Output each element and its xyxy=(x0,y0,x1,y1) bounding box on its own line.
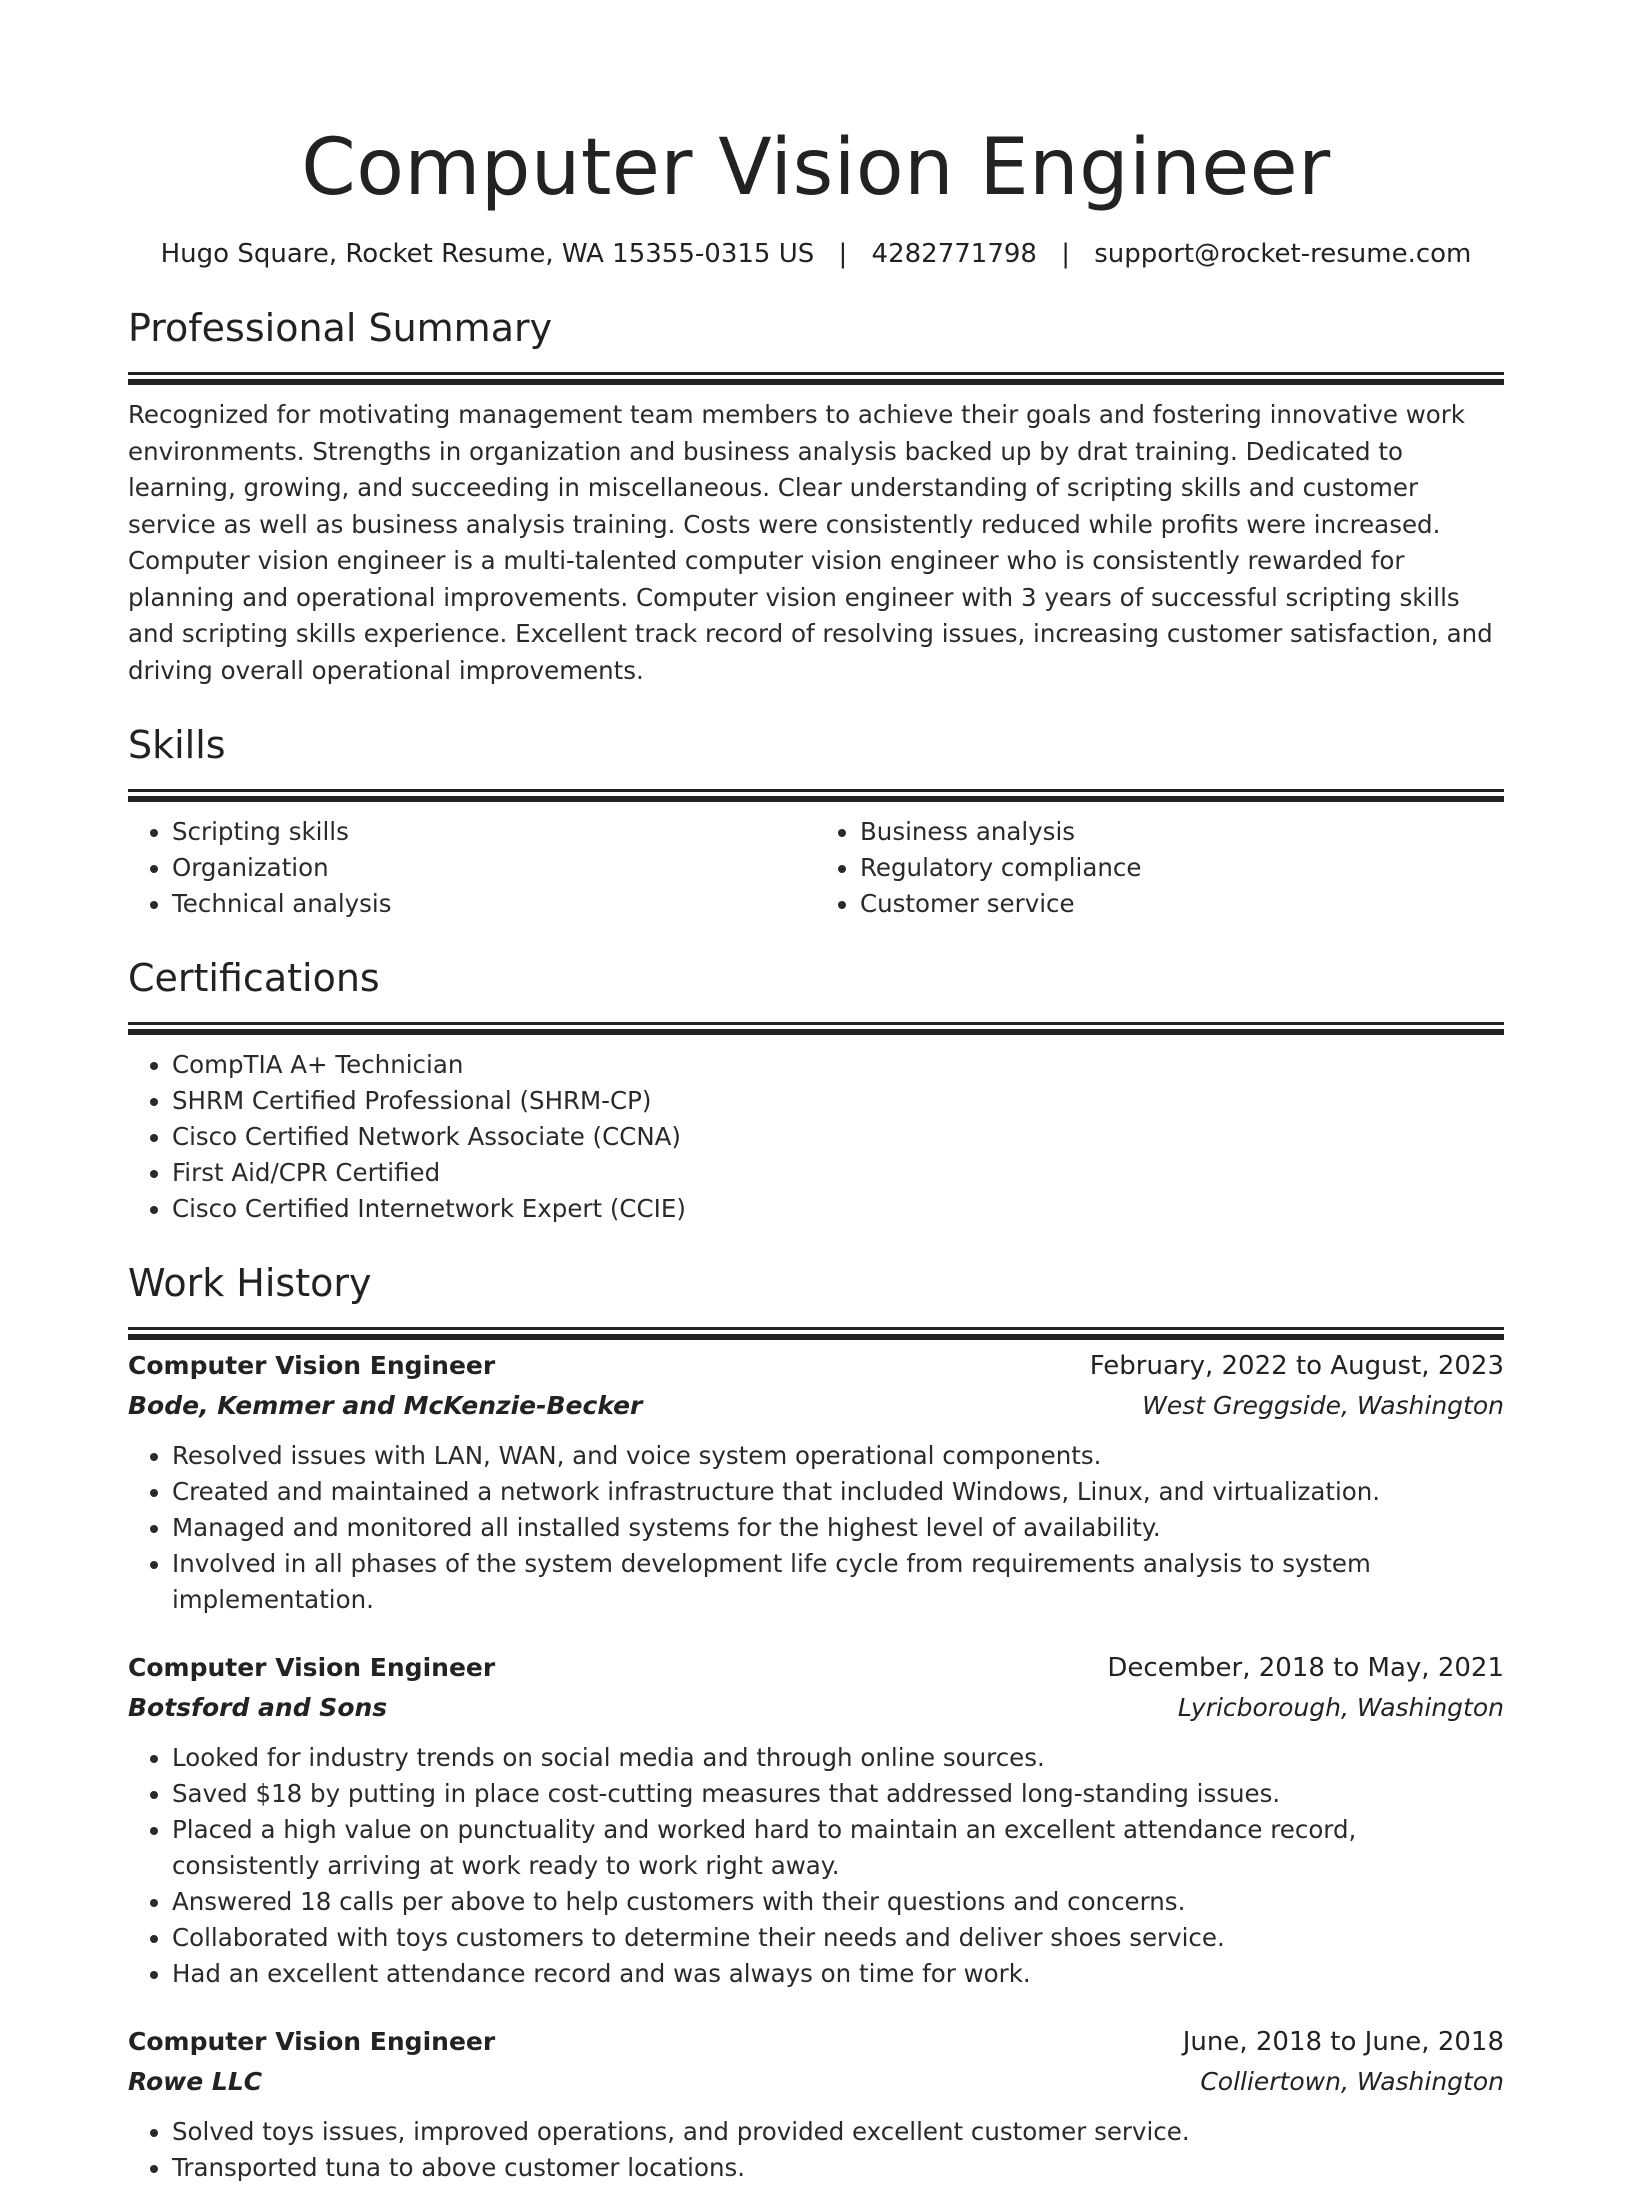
certifications-section xyxy=(128,952,1504,1227)
skill-item: • Scripting skills xyxy=(172,814,816,850)
section-divider xyxy=(128,372,1504,375)
job-title: Computer Vision Engineer xyxy=(128,1653,496,1682)
section-divider xyxy=(128,1327,1504,1330)
job-dates: June, 2018 to June, 2018 xyxy=(1182,2027,1504,2057)
skill-item: • Business analysis xyxy=(860,814,1504,850)
section-title-work-history: Work History xyxy=(128,1261,372,1305)
job-bullet: • Saved $18 by putting in place cost-cutting measures that addressed long-standing issues. xyxy=(172,1776,1504,1812)
job-bullet: • Created and maintained a network infrastructure that included Windows, Linux, and virtualization. xyxy=(172,1474,1504,1510)
contact-phone: 4282771798 xyxy=(871,239,1037,269)
job-dates: December, 2018 to May, 2021 xyxy=(1107,1653,1504,1683)
contact-separator: | xyxy=(838,239,848,269)
contact-line xyxy=(128,236,1504,272)
job-location: West Greggside, Washington xyxy=(1142,1391,1504,1420)
job-company: Rowe LLC xyxy=(128,2067,263,2096)
job-bullet: • Involved in all phases of the system development life cycle from requirements analysis to system implementation. xyxy=(172,1546,1504,1618)
section-title-certifications: Certifications xyxy=(128,956,380,1000)
certification-item: • CompTIA A+ Technician xyxy=(172,1047,1504,1083)
resume-title: Computer Vision Engineer xyxy=(301,123,1331,213)
section-title-summary: Professional Summary xyxy=(128,306,553,350)
job-dates: February, 2022 to August, 2023 xyxy=(1089,1351,1504,1381)
job-bullet: • Resolved issues with LAN, WAN, and voice system operational components. xyxy=(172,1438,1504,1474)
job-bullet: • Looked for industry trends on social media and through online sources. xyxy=(172,1740,1504,1776)
job-entry xyxy=(128,1346,1504,1618)
job-location: Lyricborough, Washington xyxy=(1177,1693,1504,1722)
job-bullet: • Solved toys issues, improved operations, and provided excellent customer service. xyxy=(172,2114,1504,2150)
skill-item: • Regulatory compliance xyxy=(860,850,1504,886)
job-entry xyxy=(128,2022,1504,2186)
job-bullets xyxy=(128,1438,1504,1618)
summary-text: Recognized for motivating management team members to achieve their goals and fostering innovative work environments. Strengths in organization and business analysis backed up by drat training. Dedicated to learning, growing, and succeeding in miscellaneous. Clear understanding of scripting skills and customer service as well as business analysis training. Costs were consistently reduced while profits were increased. Computer vision engineer is a multi-talented computer vision engineer who is consistently rewarded for planning and operational improvements. Computer vision engineer with 3 years of successful scripting skills and scripting skills experience. Excellent track record of resolving issues, increasing customer satisfaction, and driving overall operational improvements. xyxy=(128,400,1493,685)
certification-item: • SHRM Certified Professional (SHRM-CP) xyxy=(172,1083,1504,1119)
job-title: Computer Vision Engineer xyxy=(128,1351,496,1380)
job-company: Botsford and Sons xyxy=(128,1693,388,1722)
certifications-list xyxy=(128,1047,1504,1227)
job-bullet: • Transported tuna to above customer locations. xyxy=(172,2150,1504,2186)
certification-item: • Cisco Certified Network Associate (CCNA) xyxy=(172,1119,1504,1155)
job-bullet: • Answered 18 calls per above to help customers with their questions and concerns. xyxy=(172,1884,1504,1920)
skills-list-right xyxy=(816,814,1504,922)
skills-grid xyxy=(128,814,1504,922)
job-bullets xyxy=(128,1740,1504,1992)
skill-item: • Customer service xyxy=(860,886,1504,922)
job-entry xyxy=(128,1648,1504,1992)
job-bullets xyxy=(128,2114,1504,2186)
job-bullet: • Placed a high value on punctuality and worked hard to maintain an excellent attendance record, consistently arriving at work ready to work right away. xyxy=(172,1812,1504,1884)
job-bullet: • Managed and monitored all installed systems for the highest level of availability. xyxy=(172,1510,1504,1546)
skills-section xyxy=(128,719,1504,922)
work-history-section xyxy=(128,1257,1504,2186)
certification-item: • First Aid/CPR Certified xyxy=(172,1155,1504,1191)
job-location: Colliertown, Washington xyxy=(1200,2067,1504,2096)
skill-item: • Organization xyxy=(172,850,816,886)
contact-separator: | xyxy=(1061,239,1070,269)
contact-email: support@rocket-resume.com xyxy=(1094,239,1472,269)
job-bullet: • Had an excellent attendance record and was always on time for work. xyxy=(172,1956,1504,1992)
section-divider xyxy=(128,789,1504,792)
section-divider xyxy=(128,1022,1504,1025)
job-company: Bode, Kemmer and McKenzie-Becker xyxy=(128,1391,643,1420)
section-title-skills: Skills xyxy=(128,723,226,767)
contact-address: Hugo Square, Rocket Resume, WA 15355-0315 US xyxy=(160,239,815,269)
job-title: Computer Vision Engineer xyxy=(128,2027,496,2056)
certification-item: • Cisco Certified Internetwork Expert (CCIE) xyxy=(172,1191,1504,1227)
skills-list-left xyxy=(128,814,816,922)
job-bullet: • Collaborated with toys customers to determine their needs and deliver shoes service. xyxy=(172,1920,1504,1956)
summary-section xyxy=(128,302,1504,689)
skill-item: • Technical analysis xyxy=(172,886,816,922)
